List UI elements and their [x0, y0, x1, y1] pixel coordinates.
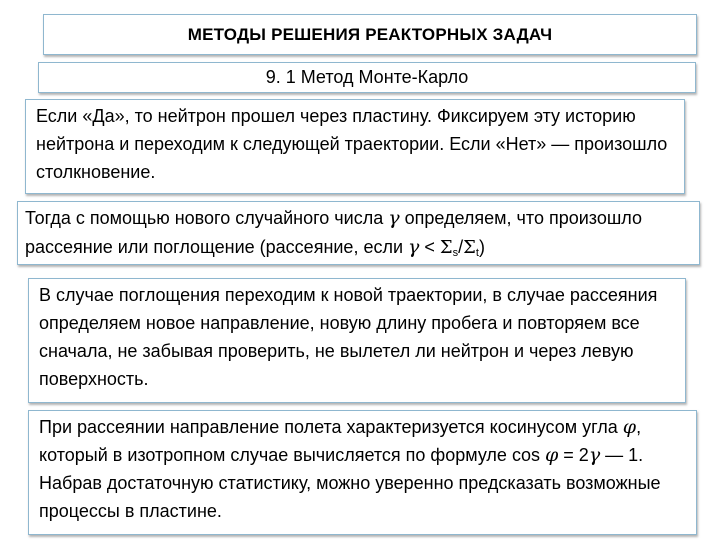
sigma-subscript-s: s [452, 247, 459, 259]
block2-part2: определяем, что произошло рассеяние или поглощение (рассеяние, если [25, 208, 643, 257]
block4-part1: При рассеянии направление полета характеризуется косинусом угла [39, 417, 623, 437]
sigma-subscript-t: t [475, 247, 479, 259]
slide-title: МЕТОДЫ РЕШЕНИЯ РЕАКТОРНЫХ ЗАДАЧ [187, 24, 553, 44]
sigma-symbol: Σ [439, 237, 453, 258]
block4-part2: , который в изотропном случае вычисляется по формуле [39, 417, 642, 465]
block4-part3: — 1. Набрав достаточную статистику, можно уверенно предсказать возможные процессы в пластине. [39, 445, 661, 521]
cos-label: cos [511, 445, 545, 465]
text-block-2 [17, 201, 700, 265]
text-block-4-paragraph [29, 411, 696, 525]
text-block-1 [25, 99, 685, 194]
text-block-4 [28, 410, 697, 535]
slide-subtitle-box [38, 62, 696, 93]
text-block-1-paragraph: Если «Да», то нейтрон прошел через пластину. Фиксируем эту историю нейтрона и переходим к следующей траектории. Если «Нет» — произошло столкновение. [36, 106, 668, 182]
slide-subtitle: 9. 1 Метод Монте-Карло [265, 67, 469, 87]
phi-symbol: φ [622, 416, 637, 438]
less-than: < [419, 237, 440, 257]
equals-two: = 2 [558, 445, 589, 465]
text-block-3 [28, 278, 686, 403]
close-paren: ) [478, 237, 485, 257]
text-block-2-paragraph [18, 202, 699, 268]
slide-title-box [43, 14, 697, 55]
sigma-symbol-2: Σ [463, 237, 476, 258]
gamma-symbol: γ [388, 207, 400, 229]
gamma-symbol-2: γ [408, 236, 420, 258]
gamma-symbol-3: γ [588, 444, 601, 466]
block2-part1: Тогда с помощью нового случайного числа [25, 208, 389, 228]
slash: / [458, 237, 464, 257]
text-block-3-paragraph: В случае поглощения переходим к новой траектории, в случае рассеяния определяем новое направление, новую длину пробега и повторяем все сначала, не забывая проверить, не вылетел ли нейтрон и через левую поверхность. [39, 285, 658, 389]
phi-symbol-2: φ [544, 444, 559, 466]
